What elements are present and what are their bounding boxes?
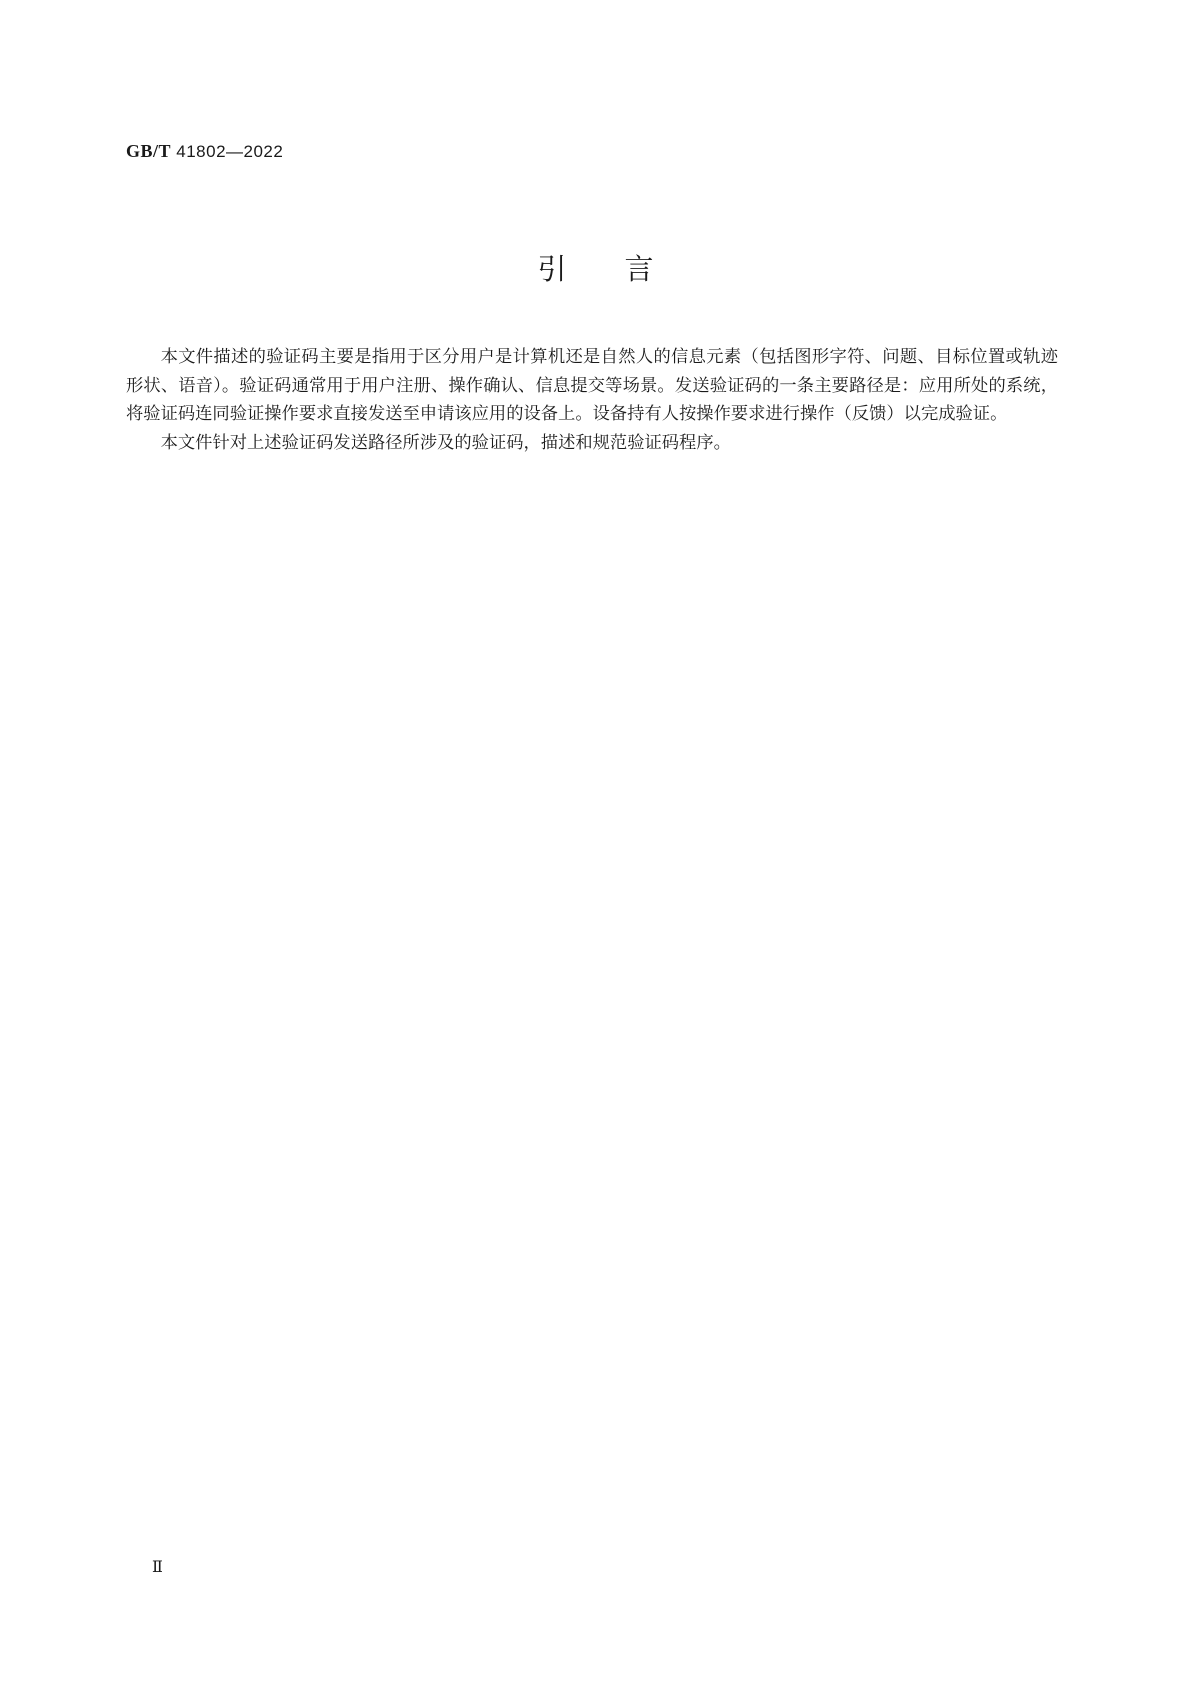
standard-prefix: GB/T bbox=[126, 141, 172, 161]
section-title-char-1: 引 bbox=[537, 252, 567, 286]
section-title bbox=[0, 247, 1191, 288]
paragraph-2: 本文件针对上述验证码发送路径所涉及的验证码，描述和规范验证码程序。 bbox=[160, 432, 731, 453]
page-number: Ⅱ bbox=[152, 1559, 163, 1576]
standard-number bbox=[126, 141, 283, 162]
section-title-char-2: 言 bbox=[624, 252, 654, 286]
standard-code: 41802—2022 bbox=[176, 142, 284, 161]
paragraph-1: 本文件描述的验证码主要是指用于区分用户是计算机还是自然人的信息元素（包括图形字符、问题、目标位置或轨迹形状、语音）。验证码通常用于用户注册、操作确认、信息提交等场景。发送验证码的一条主要路径是：应用所处的系统，将验证码连同验证操作要求直接发送至申请该应用的设备上。设备持有人按操作要求进行操作（反馈）以完成验证。 bbox=[126, 347, 1058, 424]
introduction-body bbox=[126, 343, 1058, 457]
